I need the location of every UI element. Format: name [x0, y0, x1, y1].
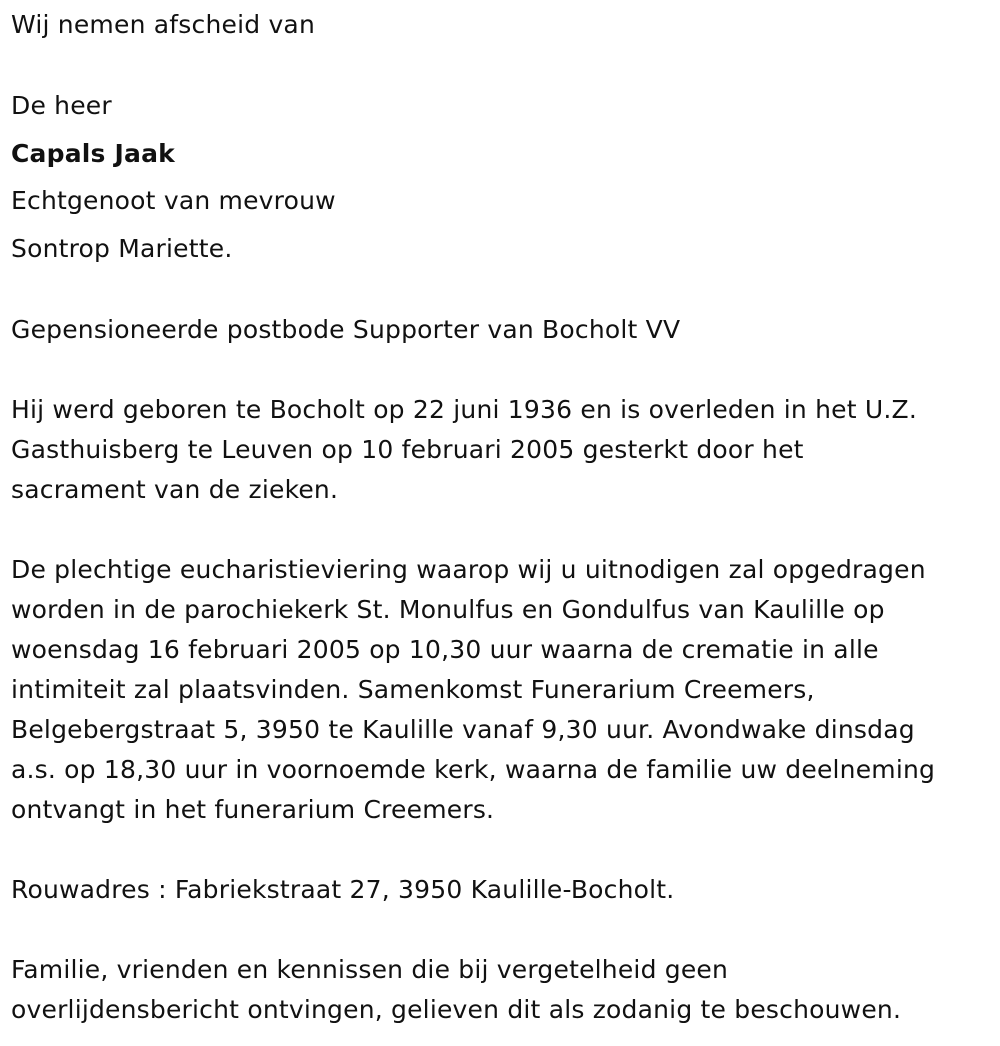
ceremony-line: ontvangt in het funerarium Creemers. [11, 795, 495, 824]
closing-line: overlijdensbericht ontvingen, gelieven dit als zodanig te beschouwen. [11, 995, 902, 1024]
ceremony-line: a.s. op 18,30 uur in voornoemde kerk, waarna de familie uw deelneming [11, 755, 936, 784]
occupation-line: Gepensioneerde postbode Supporter van Bocholt VV [11, 315, 681, 344]
birth-death-line: sacrament van de zieken. [11, 475, 339, 504]
salutation: De heer [11, 91, 112, 120]
deceased-name: Capals Jaak [11, 139, 176, 168]
intro-line: Wij nemen afscheid van [11, 10, 315, 39]
ceremony-line: Belgebergstraat 5, 3950 te Kaulille vanaf 9,30 uur. Avondwake dinsdag [11, 715, 915, 744]
ceremony-line: intimiteit zal plaatsvinden. Samenkomst Funerarium Creemers, [11, 675, 815, 704]
spouse-line-2: Sontrop Mariette. [11, 234, 233, 263]
mourning-address: Rouwadres : Fabriekstraat 27, 3950 Kaulille-Bocholt. [11, 875, 675, 904]
closing-line: Familie, vrienden en kennissen die bij vergetelheid geen [11, 955, 729, 984]
spouse-line-1: Echtgenoot van mevrouw [11, 186, 336, 215]
ceremony-line: worden in de parochiekerk St. Monulfus en Gondulfus van Kaulille op [11, 595, 885, 624]
birth-death-line: Gasthuisberg te Leuven op 10 februari 2005 gesterkt door het [11, 435, 804, 464]
birth-death-line: Hij werd geboren te Bocholt op 22 juni 1936 en is overleden in het U.Z. [11, 395, 917, 424]
ceremony-line: De plechtige eucharistieviering waarop wij u uitnodigen zal opgedragen [11, 555, 926, 584]
ceremony-line: woensdag 16 februari 2005 op 10,30 uur waarna de crematie in alle [11, 635, 879, 664]
